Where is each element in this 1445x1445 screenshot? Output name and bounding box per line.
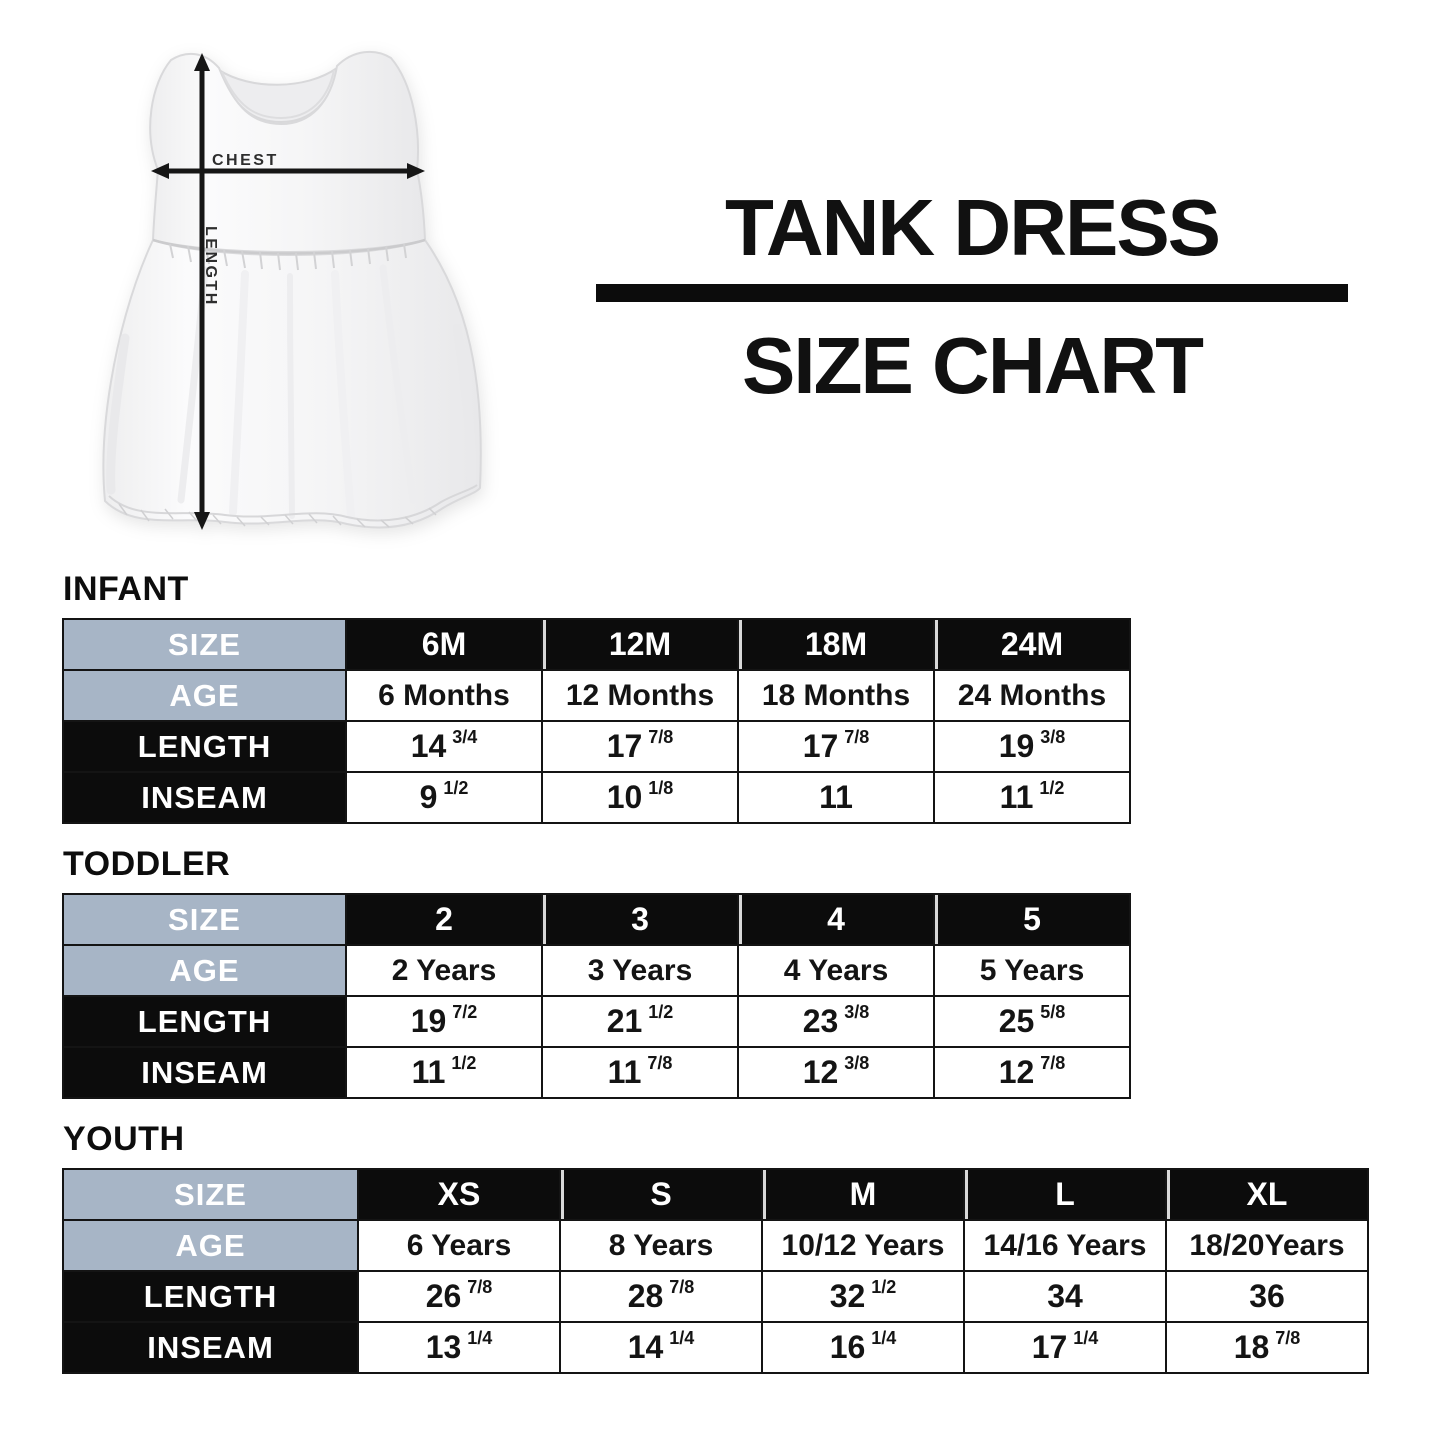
inseam-cell: 10 1/8 <box>543 773 737 822</box>
section-heading-youth: YOUTH <box>63 1120 185 1158</box>
size-col-header: 18M <box>739 620 933 669</box>
title-block <box>594 183 1350 410</box>
chest-label: CHEST <box>212 152 279 169</box>
age-cell: 14/16 Years <box>965 1221 1165 1270</box>
inseam-cell: 18 7/8 <box>1167 1323 1367 1372</box>
age-row-label: AGE <box>64 1221 357 1270</box>
length-cell: 19 3/8 <box>935 722 1129 771</box>
dress-photo <box>85 38 545 568</box>
inseam-cell: 11 7/8 <box>543 1048 737 1097</box>
inseam-row-label: INSEAM <box>64 773 345 822</box>
size-col-header: M <box>763 1170 963 1219</box>
age-cell: 6 Months <box>347 671 541 720</box>
size-col-header: 4 <box>739 895 933 944</box>
age-cell: 6 Years <box>359 1221 559 1270</box>
size-col-header: 24M <box>935 620 1129 669</box>
toddler-size-table <box>62 893 1131 1099</box>
length-row-label: LENGTH <box>64 997 345 1046</box>
age-row-label: AGE <box>64 671 345 720</box>
age-cell: 24 Months <box>935 671 1129 720</box>
inseam-cell: 11 1/2 <box>347 1048 541 1097</box>
section-toddler <box>62 845 1131 1099</box>
youth-size-table <box>62 1168 1369 1374</box>
age-cell: 18/20Years <box>1167 1221 1367 1270</box>
size-col-header: 2 <box>347 895 541 944</box>
inseam-cell: 11 1/2 <box>935 773 1129 822</box>
inseam-cell: 14 1/4 <box>561 1323 761 1372</box>
inseam-cell: 16 1/4 <box>763 1323 963 1372</box>
infant-size-table <box>62 618 1131 824</box>
page-title-chart: SIZE CHART <box>742 321 1202 410</box>
length-label: LENGTH <box>202 226 219 307</box>
age-cell: 5 Years <box>935 946 1129 995</box>
size-row-label: SIZE <box>64 895 345 944</box>
length-cell: 14 3/4 <box>347 722 541 771</box>
length-cell: 23 3/8 <box>739 997 933 1046</box>
size-col-header: 5 <box>935 895 1129 944</box>
length-cell: 21 1/2 <box>543 997 737 1046</box>
age-cell: 12 Months <box>543 671 737 720</box>
inseam-row-label: INSEAM <box>64 1048 345 1097</box>
inseam-cell: 11 <box>739 773 933 822</box>
size-col-header: 12M <box>543 620 737 669</box>
age-cell: 10/12 Years <box>763 1221 963 1270</box>
inseam-cell: 17 1/4 <box>965 1323 1165 1372</box>
age-cell: 4 Years <box>739 946 933 995</box>
section-infant <box>62 570 1131 824</box>
size-col-header: L <box>965 1170 1165 1219</box>
length-cell: 28 7/8 <box>561 1272 761 1321</box>
inseam-cell: 12 7/8 <box>935 1048 1129 1097</box>
dress-illustration <box>103 52 480 528</box>
inseam-cell: 12 3/8 <box>739 1048 933 1097</box>
size-col-header: 3 <box>543 895 737 944</box>
age-row-label: AGE <box>64 946 345 995</box>
size-col-header: XL <box>1167 1170 1367 1219</box>
age-cell: 18 Months <box>739 671 933 720</box>
age-cell: 8 Years <box>561 1221 761 1270</box>
age-cell: 3 Years <box>543 946 737 995</box>
size-row-label: SIZE <box>64 620 345 669</box>
section-youth <box>62 1120 1369 1374</box>
length-cell: 17 7/8 <box>543 722 737 771</box>
page-title-product: TANK DRESS <box>724 183 1220 272</box>
inseam-row-label: INSEAM <box>64 1323 357 1372</box>
length-cell: 17 7/8 <box>739 722 933 771</box>
section-heading-toddler: TODDLER <box>63 845 231 883</box>
length-cell: 34 <box>965 1272 1165 1321</box>
inseam-cell: 13 1/4 <box>359 1323 559 1372</box>
length-row-label: LENGTH <box>64 1272 357 1321</box>
size-col-header: XS <box>359 1170 559 1219</box>
inseam-cell: 9 1/2 <box>347 773 541 822</box>
length-cell: 19 7/2 <box>347 997 541 1046</box>
size-row-label: SIZE <box>64 1170 357 1219</box>
size-col-header: S <box>561 1170 761 1219</box>
title-divider <box>596 284 1348 302</box>
age-cell: 2 Years <box>347 946 541 995</box>
length-row-label: LENGTH <box>64 722 345 771</box>
length-cell: 32 1/2 <box>763 1272 963 1321</box>
length-cell: 36 <box>1167 1272 1367 1321</box>
length-cell: 26 7/8 <box>359 1272 559 1321</box>
length-cell: 25 5/8 <box>935 997 1129 1046</box>
dress-measurement-diagram <box>85 38 545 568</box>
size-col-header: 6M <box>347 620 541 669</box>
section-heading-infant: INFANT <box>63 570 189 608</box>
